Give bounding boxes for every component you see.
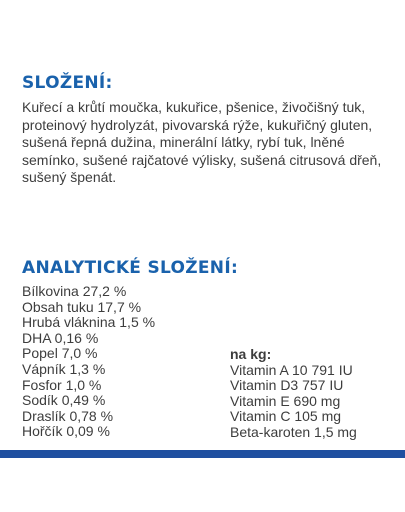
vitamin-list [230, 363, 357, 441]
analytic-item-fiber: Hrubá vláknina 1,5 % [22, 314, 156, 331]
analytic-item-sodium: Sodík 0,49 % [22, 392, 106, 409]
analytic-item-ash: Popel 7,0 % [22, 345, 98, 362]
analytic-item-dha: DHA 0,16 % [22, 329, 99, 346]
analytic-item-calcium: Vápník 1,3 % [22, 360, 106, 377]
composition-heading: SLOŽENÍ: [22, 73, 113, 93]
vitamin-item-beta-carotene: Beta-karoten 1,5 mg [230, 423, 357, 440]
analytic-item-magnesium: Hořčík 0,09 % [22, 423, 110, 440]
vitamin-item-c: Vitamin C 105 mg [230, 408, 342, 425]
analytic-item-phosphorus: Fosfor 1,0 % [22, 376, 102, 393]
vitamin-block [230, 347, 357, 441]
vitamin-item-e: Vitamin E 690 mg [230, 392, 341, 409]
composition-text: Kuřecí a krůtí moučka, kukuřice, pšenice, živočišný tuk, proteinový hydrolyzát, pivovarská rýže, kukuřičný gluten, sušená řepná dužina, minerální látky, rybí tuk, lněné semínko, sušené rajčatové výlisky, sušená citrusová dřeň, sušený špenát. [22, 99, 382, 186]
analytic-item-potassium: Draslík 0,78 % [22, 407, 114, 424]
vitamin-item-a: Vitamin A 10 791 IU [230, 361, 353, 378]
analytic-list [22, 284, 155, 440]
analytic-item-protein: Bílkovina 27,2 % [22, 283, 127, 299]
analytic-heading: ANALYTICKÉ SLOŽENÍ: [22, 258, 239, 278]
vitamin-item-d3: Vitamin D3 757 IU [230, 377, 344, 394]
analytic-item-fat: Obsah tuku 17,7 % [22, 298, 142, 315]
bottom-divider-bar [0, 450, 405, 458]
vitamin-title: na kg: [230, 346, 272, 362]
